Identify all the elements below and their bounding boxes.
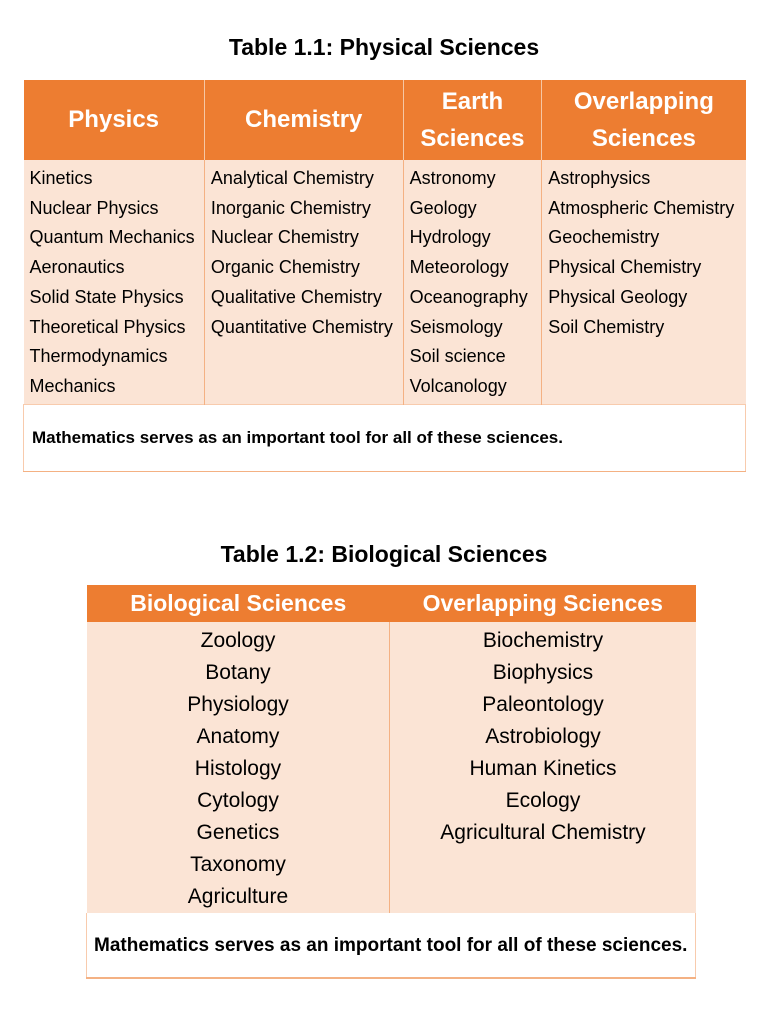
list-item: Mechanics [29,375,116,396]
list-item: Soil Chemistry [548,316,665,337]
list-item: Theoretical Physics [29,316,186,337]
table-footer-row [87,913,696,978]
earth-sciences-list [403,160,542,404]
table-footer-row [24,404,746,471]
list-item: Geology [409,197,477,218]
list-item: Quantitative Chemistry [210,316,393,337]
list-item: Agricultural Chemistry [440,821,646,844]
header-overlapping-sciences: Overlapping Sciences [390,585,696,622]
list-item: Taxonomy [190,853,286,876]
biological-sciences-table [86,585,696,979]
list-item: Oceanography [409,286,528,307]
list-item: Histology [194,757,282,780]
list-item: Ecology [505,789,581,812]
list-item: Physical Geology [548,286,688,307]
header-physics: Physics [24,80,205,160]
list-item: Paleontology [482,693,604,716]
list-item: Anatomy [196,725,280,748]
list-item: Quantum Mechanics [29,227,195,248]
list-item: Biochemistry [482,629,604,652]
physics-list [24,160,205,404]
list-item: Kinetics [29,168,93,188]
table-2-note: Mathematics serves as an important tool for all of these sciences. [87,913,696,978]
overlapping-sciences-list [542,160,746,404]
list-item: Nuclear Physics [29,197,159,218]
header-overlapping-sciences: Overlapping Sciences [542,80,746,160]
table-header-row [87,585,696,622]
table-2-caption: Table 1.2: Biological Sciences [220,541,548,567]
list-item: Astronomy [409,168,496,188]
biological-sciences-list [87,622,390,913]
list-item: Physiology [187,693,289,716]
header-chemistry: Chemistry [204,80,403,160]
table-1-note: Mathematics serves as an important tool for all of these sciences. [24,404,746,471]
table-header-row [24,80,746,160]
table-row [24,160,746,404]
list-item: Biophysics [492,661,594,684]
list-item: Astrophysics [548,168,651,188]
list-item: Zoology [200,629,276,652]
list-item: Nuclear Chemistry [210,227,359,248]
header-biological-sciences: Biological Sciences [87,585,390,622]
list-item: Qualitative Chemistry [210,286,382,307]
list-item: Botany [205,661,271,684]
header-earth-sciences: Earth Sciences [403,80,542,160]
list-item: Atmospheric Chemistry [548,197,735,218]
list-item: Thermodynamics [29,346,168,367]
list-item: Organic Chemistry [210,257,360,278]
list-item: Inorganic Chemistry [210,197,371,218]
list-item: Geochemistry [548,227,660,248]
list-item: Cytology [197,789,279,812]
overlapping-sciences-list [390,622,696,913]
list-item: Volcanology [409,375,507,396]
chemistry-list [204,160,403,404]
list-item: Solid State Physics [29,286,184,307]
physical-sciences-table [23,80,746,472]
list-item: Human Kinetics [469,757,617,780]
table-row [87,622,696,913]
list-item: Agriculture [187,885,289,908]
list-item: Analytical Chemistry [210,168,374,188]
list-item: Seismology [409,316,503,337]
list-item: Physical Chemistry [548,257,702,278]
list-item: Hydrology [409,227,491,248]
list-item: Meteorology [409,257,509,278]
list-item: Soil science [409,346,506,367]
list-item: Astrobiology [485,725,601,748]
list-item: Genetics [196,821,280,844]
list-item: Aeronautics [29,257,125,278]
table-1-caption: Table 1.1: Physical Sciences [228,34,540,60]
